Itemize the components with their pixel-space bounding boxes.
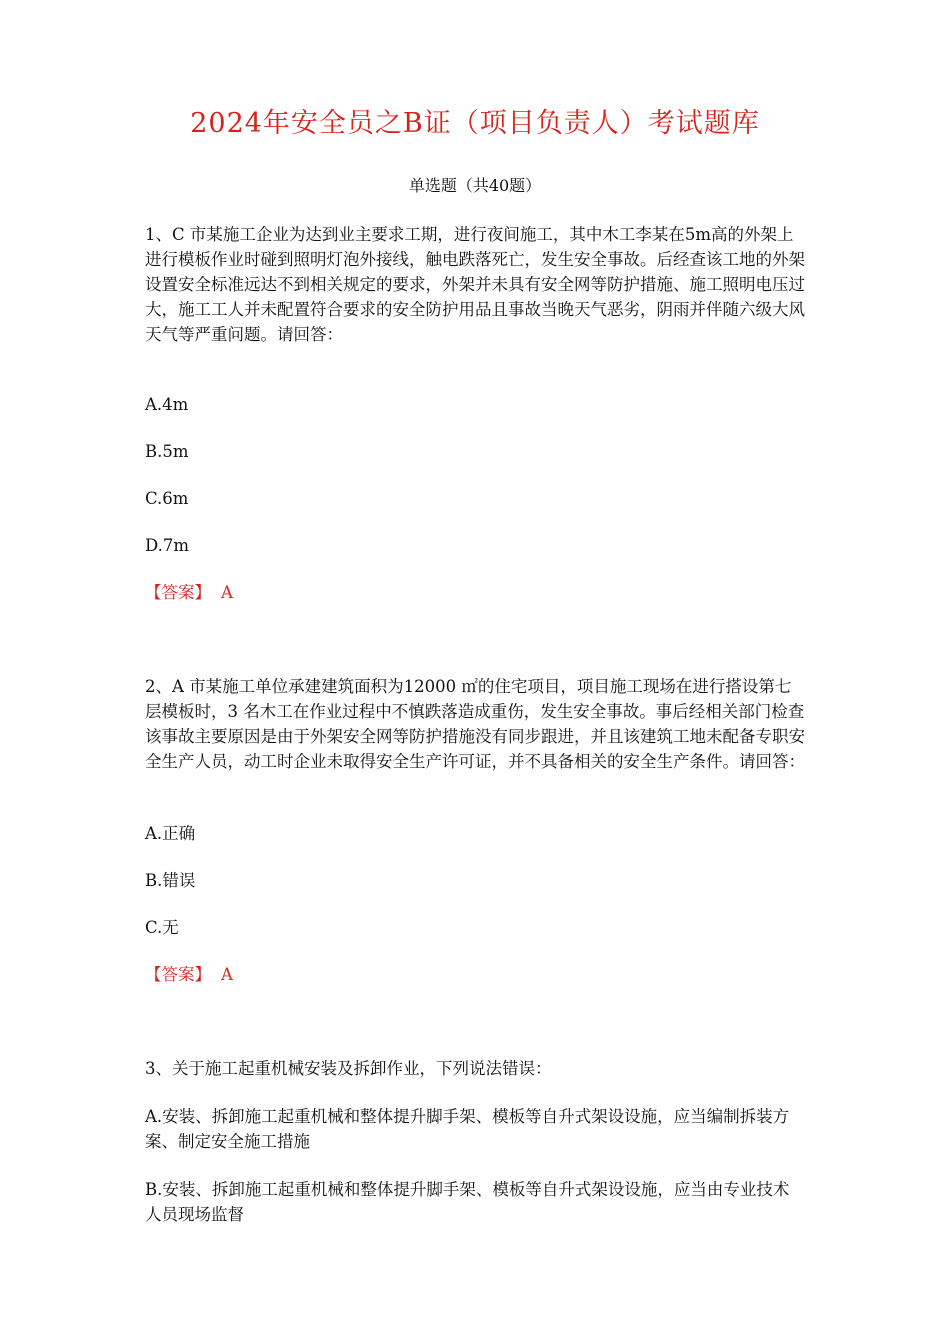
question-1-option-d: D.7m xyxy=(145,536,190,555)
question-2-option-b: B.错误 xyxy=(145,871,196,890)
question-3-option-b: B.安装、拆卸施工起重机械和整体提升脚手架、模板等自升式架设设施，应当由专业技术人员现场监督 xyxy=(145,1180,790,1224)
answer-value: A xyxy=(221,965,233,984)
answer-value: A xyxy=(221,583,233,602)
question-2-option-a: A.正确 xyxy=(145,824,196,843)
question-1-option-a: A.4m xyxy=(145,395,189,414)
section-heading: 单选题（共40题） xyxy=(408,176,542,195)
document-title: 2024年安全员之B证（项目负责人）考试题库 xyxy=(190,108,760,139)
question-2-option-c: C.无 xyxy=(145,918,179,937)
question-1-stem: 1、C 市某施工企业为达到业主要求工期，进行夜间施工，其中木工李某在5m高的外架上进行模板作业时碰到照明灯泡外接线，触电跌落死亡，发生安全事故。后经查该工地的外架设置安全标准远达不到相关规定的要求，外架并未具有安全网等防护措施、施工照明电压过大，施工工人并未配置符合要求的安全防护用品且事故当晚天气恶劣，阴雨并伴随六级大风天气等严重问题。请回答： xyxy=(145,225,805,344)
question-1-answer xyxy=(145,580,805,605)
question-2-answer xyxy=(145,962,805,987)
answer-label: 【答案】 xyxy=(145,583,211,602)
question-1-option-b: B.5m xyxy=(145,442,189,461)
question-2-stem: 2、A 市某施工单位承建建筑面积为12000 ㎡的住宅项目，项目施工现场在进行搭设第七层模板时，3 名木工在作业过程中不慎跌落造成重伤，发生安全事故。事后经相关部门检查该事故主要原因是由于外架安全网等防护措施没有同步跟进，并且该建筑工地未配备专职安全生产人员，动工时企业未取得安全生产许可证，并不具备相关的安全生产条件。请回答： xyxy=(145,677,805,771)
question-3-option-a: A.安装、拆卸施工起重机械和整体提升脚手架、模板等自升式架设设施，应当编制拆装方案、制定安全施工措施 xyxy=(145,1107,790,1151)
question-3-stem: 3、关于施工起重机械安装及拆卸作业，下列说法错误： xyxy=(145,1059,552,1078)
question-1-option-c: C.6m xyxy=(145,489,189,508)
answer-label: 【答案】 xyxy=(145,965,211,984)
